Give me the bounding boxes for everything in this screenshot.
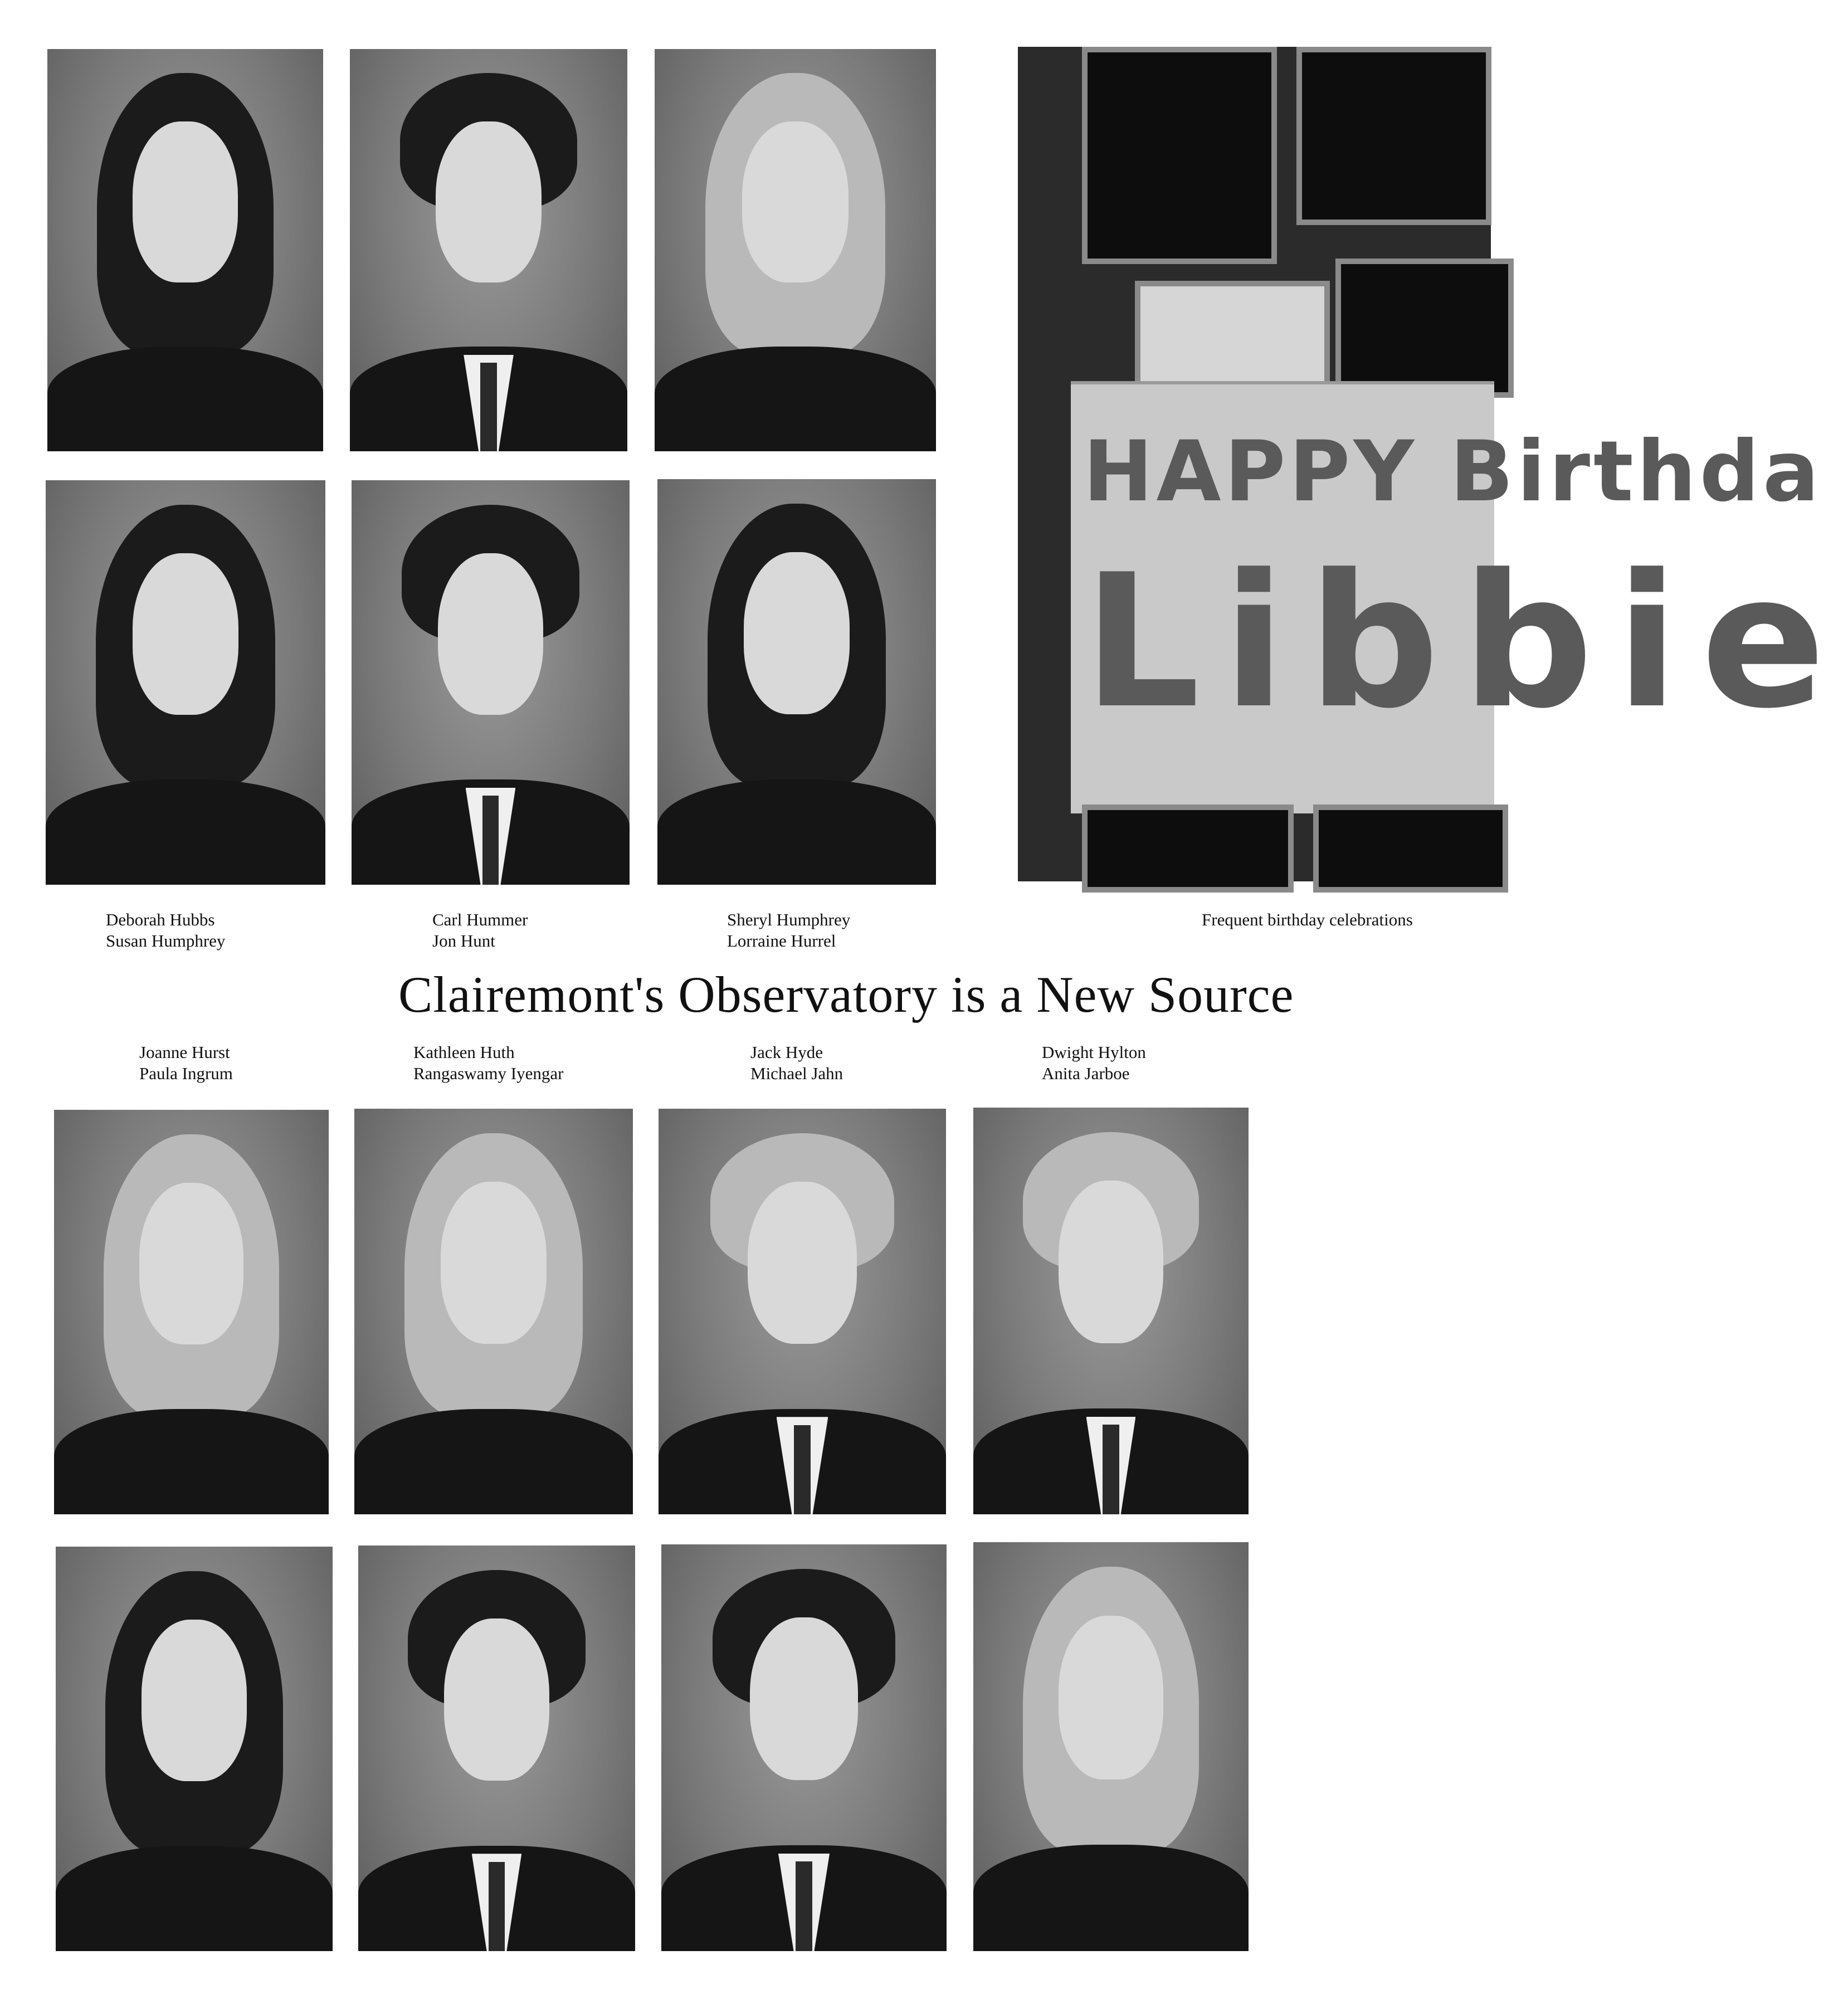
caption-name: Anita Jarboe bbox=[1042, 1064, 1130, 1083]
caption-name: Carl Hummer bbox=[432, 910, 528, 929]
caption-name: Dwight Hylton bbox=[1042, 1042, 1146, 1062]
caption-name: Jack Hyde bbox=[750, 1042, 823, 1062]
caption-name: Kathleen Huth bbox=[413, 1042, 515, 1062]
caption-name: Paula Ingrum bbox=[139, 1064, 233, 1083]
caption-col3-bottom bbox=[750, 1042, 843, 1084]
portrait-anita-jarboe bbox=[973, 1542, 1249, 1951]
caption-name: Lorraine Hurrel bbox=[727, 931, 836, 950]
portrait-jack-hyde bbox=[659, 1109, 946, 1514]
portrait-paula-ingrum bbox=[56, 1547, 333, 1951]
caption-col1-top bbox=[106, 909, 225, 952]
portrait-kathleen-huth bbox=[354, 1109, 633, 1514]
portrait-susan-humphrey bbox=[46, 480, 325, 885]
portrait-jon-hunt bbox=[352, 480, 630, 885]
caption-col4-bottom bbox=[1042, 1042, 1146, 1084]
caption-name: Michael Jahn bbox=[750, 1064, 843, 1083]
caption-name: Rangaswamy Iyengar bbox=[413, 1064, 564, 1083]
portrait-lorraine-hurrel bbox=[657, 479, 936, 885]
portrait-carl-hummer bbox=[350, 49, 627, 451]
portrait-deborah-hubbs bbox=[47, 49, 323, 451]
caption-name: Jon Hunt bbox=[432, 931, 495, 950]
sign-line-2: Libbie bbox=[1083, 535, 1848, 749]
caption-col2-bottom bbox=[413, 1042, 563, 1084]
portrait-joanne-hurst bbox=[54, 1110, 329, 1514]
portrait-rangaswamy-iyengar bbox=[358, 1546, 635, 1951]
portrait-sheryl-humphrey bbox=[655, 49, 936, 451]
photo-caption: Frequent birthday celebrations bbox=[1202, 910, 1413, 929]
birthday-sign bbox=[1071, 381, 1848, 813]
sign-line-1: HAPPY Birthda bbox=[1083, 423, 1823, 520]
caption-name: Susan Humphrey bbox=[106, 931, 226, 950]
portrait-dwight-hylton bbox=[973, 1108, 1249, 1514]
birthday-banner-photo bbox=[1018, 47, 1848, 881]
caption-col3-top bbox=[727, 909, 850, 952]
caption-name: Joanne Hurst bbox=[139, 1042, 230, 1062]
caption-name: Deborah Hubbs bbox=[106, 910, 215, 929]
page-heading: Clairemont's Observatory is a New Source bbox=[398, 966, 1294, 1023]
portrait-michael-jahn bbox=[661, 1544, 947, 1951]
caption-name: Sheryl Humphrey bbox=[727, 910, 851, 929]
caption-col1-bottom bbox=[139, 1042, 233, 1084]
caption-col2-top bbox=[432, 909, 528, 952]
